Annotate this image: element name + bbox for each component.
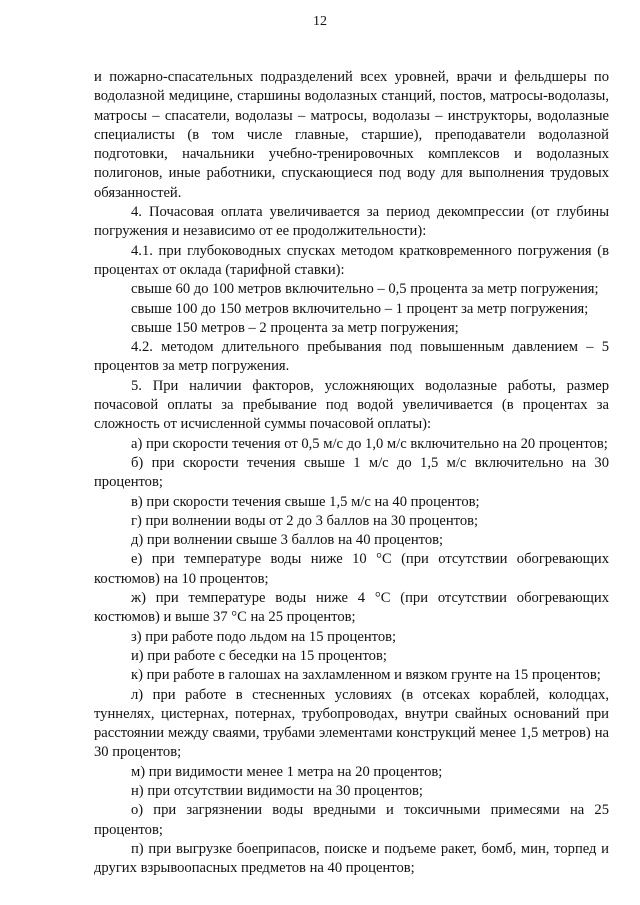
list-item: п) при выгрузке боеприпасов, поиске и подъеме ракет, бомб, мин, торпед и других взрывоопасных предметов на 40 процентов;: [94, 840, 609, 877]
list-item: о) при загрязнении воды вредными и токсичными примесями на 25 процентов;: [94, 802, 609, 838]
document-body: [94, 68, 609, 878]
list-item: ж) при температуре воды ниже 4 °С (при отсутствии обогревающих костюмов) и выше 37 °С на 25 процентов;: [94, 590, 609, 626]
list-item: свыше 100 до 150 метров включительно – 1 процент за метр погружения;: [131, 300, 589, 317]
list-item: свыше 150 метров – 2 процента за метр погружения;: [131, 319, 459, 336]
list-item: в) при скорости течения свыше 1,5 м/с на 40 процентов;: [131, 493, 480, 510]
list-item: д) при волнении свыше 3 баллов на 40 процентов;: [131, 532, 444, 549]
paragraph-4-1: 4.1. при глубоководных спусках методом кратковременного погружения (в процентах от оклада (тарифной ставки):: [94, 242, 609, 278]
list-item: з) при работе подо льдом на 15 процентов;: [131, 628, 397, 645]
paragraph-continuation: и пожарно-спасательных подразделений всех уровней, врачи и фельдшеры по водолазной медицине, старшины водолазных станций, постов, матросы-водолазы, матросы – спасатели, водолазы – матросы, водолазы – инструкторы, водолазные специалисты (в том числе главные, старшие), преподаватели водолазной подготовки, начальники учебно-тренировочных комплексов и водолазных полигонов, иные работники, спускающиеся под воду для выполнения трудовых обязанностей.: [94, 69, 609, 201]
list-item: г) при волнении воды от 2 до 3 баллов на 30 процентов;: [131, 512, 479, 529]
page-number: 12: [313, 14, 327, 29]
paragraph-4: 4. Почасовая оплата увеличивается за период декомпрессии (от глубины погружения и независимо от ее продолжительности):: [94, 204, 609, 240]
list-item: к) при работе в галошах на захламленном и вязком грунте на 15 процентов;: [131, 667, 601, 684]
list-item: б) при скорости течения свыше 1 м/с до 1,5 м/с включительно на 30 процентов;: [94, 454, 609, 491]
paragraph-5: 5. При наличии факторов, усложняющих водолазные работы, размер почасовой оплаты за пребывание под водой увеличивается (в процентах за сложность от исчисленной суммы почасовой оплаты):: [94, 377, 609, 433]
list-item: свыше 60 до 100 метров включительно – 0,5 процента за метр погружения;: [131, 281, 599, 298]
list-item: м) при видимости менее 1 метра на 20 процентов;: [131, 763, 443, 780]
paragraph-4-2: 4.2. методом длительного пребывания под повышенным давлением – 5 процентов за метр погружения.: [94, 339, 609, 375]
list-item: л) при работе в стесненных условиях (в отсеках кораблей, колодцах, туннелях, цистернах, потернах, трубопроводах, внутри свайных оснований при расстоянии между сваями, трубами элементами конструкций менее 1,5 метров) на 30 процентов;: [94, 686, 609, 761]
list-item: е) при температуре воды ниже 10 °С (при отсутствии обогревающих костюмов) на 10 процентов;: [94, 551, 609, 587]
list-item: н) при отсутствии видимости на 30 процентов;: [131, 782, 423, 799]
list-item: а) при скорости течения от 0,5 м/с до 1,0 м/с включительно на 20 процентов;: [131, 435, 608, 452]
list-item: и) при работе с беседки на 15 процентов;: [131, 647, 387, 664]
